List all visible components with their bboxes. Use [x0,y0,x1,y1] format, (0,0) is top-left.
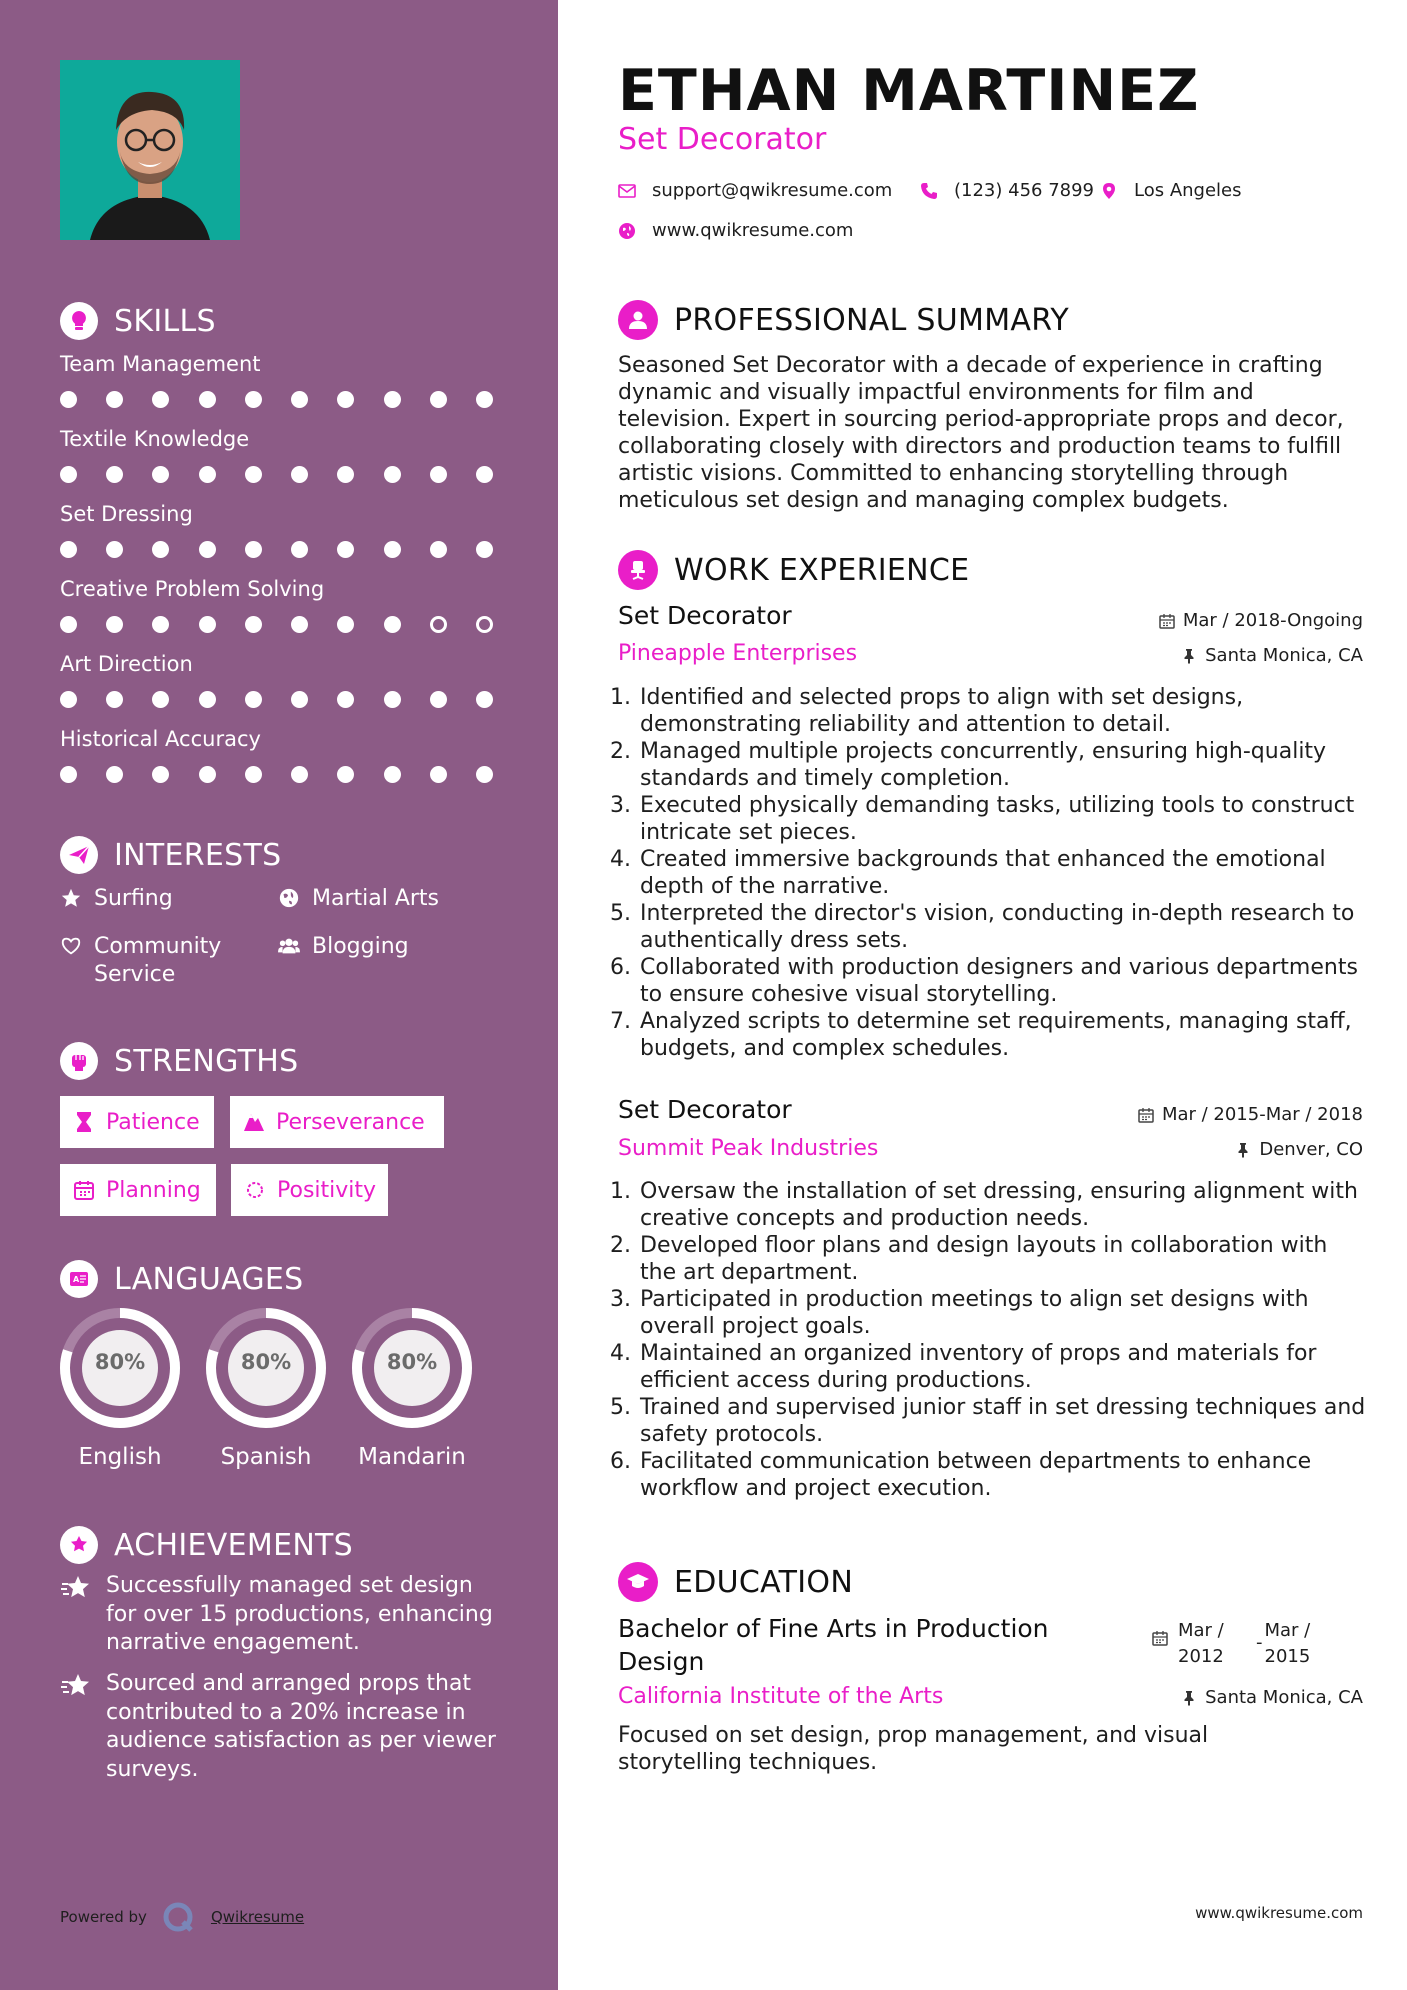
star-burst-icon [60,1672,92,1702]
bullet-text: Managed multiple projects concurrently, ensuring high-quality standards and timely completion. [640,739,1327,791]
bullet-number: 3. [610,1287,631,1312]
bullet-number: 1. [610,685,631,710]
bullet-number: 6. [610,955,631,980]
contact-location [1100,180,1242,201]
job-company: Summit Peak Industries [618,1136,879,1161]
bullet-number: 5. [610,901,631,926]
job-bullet [610,846,1368,900]
rating-dot-filled [430,391,447,408]
degree-line-2: Design [618,1647,705,1676]
bullet-text: Identified and selected props to align with set designs, demonstrating reliability and attention to detail. [640,685,1244,737]
education-start-month: Mar / [1178,1620,1224,1641]
job-dates [1138,1104,1363,1125]
rating-dot-filled [384,391,401,408]
rating-dot-filled [245,766,262,783]
sun-icon [243,1178,267,1202]
calendar-icon [1138,1107,1154,1123]
rating-dot-filled [337,541,354,558]
bullet-number: 2. [610,1233,631,1258]
job-bullet [610,1008,1368,1062]
rating-dot-filled [152,391,169,408]
rating-dot-filled [430,541,447,558]
rating-dot-filled [106,766,123,783]
star-icon [60,887,82,909]
job-bullet [610,1340,1368,1394]
rating-dot-filled [476,691,493,708]
envelope-icon [618,182,636,200]
language-percent: 80% [94,1350,146,1374]
rating-dot-filled [106,391,123,408]
sidebar [0,0,558,1990]
bullet-text: Facilitated communication between departments to enhance workflow and project execution. [640,1449,1312,1501]
award-icon [60,1526,98,1564]
skill-label: Creative Problem Solving [60,577,325,601]
rating-dot-filled [199,466,216,483]
lightbulb-icon [60,302,98,340]
job-bullet [610,1178,1368,1232]
rating-dot-filled [60,691,77,708]
language-name: Spanish [220,1444,312,1470]
job-bullet [610,1448,1368,1502]
location-text: Los Angeles [1134,180,1242,201]
strength-badge [60,1164,216,1216]
interest-item [60,885,173,913]
rating-dot-filled [384,541,401,558]
interests-heading [60,836,281,874]
rating-dot-filled [245,691,262,708]
skill-rating [60,466,493,483]
skill-rating [60,391,493,408]
rating-dot-filled [291,541,308,558]
experience-heading [618,550,969,590]
skill-label: Team Management [60,352,261,376]
candidate-role: Set Decorator [618,122,827,157]
education-start-year: 2012 [1178,1646,1224,1667]
rating-dot-filled [430,766,447,783]
footer-website[interactable]: www.qwikresume.com [1195,1904,1363,1922]
summary-text: Seasoned Set Decorator with a decade of experience in crafting dynamic and visually impactful environments for film and television. Expert in sourcing period-appropriate props and decor, collaborating closely with directors and production teams to fulfill artistic visions. Committed to enhancing storytelling through meticulous set design and managing complex budgets. [618,353,1344,513]
rating-dot-filled [337,391,354,408]
rating-dot-filled [337,766,354,783]
skills-heading [60,302,216,340]
contact-email[interactable] [618,180,892,201]
rating-dot-filled [291,691,308,708]
profile-photo [60,60,240,240]
rating-dot-filled [476,391,493,408]
rating-dot-filled [384,616,401,633]
rating-dot-filled [384,466,401,483]
strength-label: Positivity [277,1177,377,1203]
school-name: California Institute of the Arts [618,1684,944,1709]
rating-dot-filled [476,766,493,783]
rating-dot-filled [106,466,123,483]
education-location-text: Santa Monica, CA [1205,1687,1363,1708]
job-company: Pineapple Enterprises [618,641,858,666]
rating-dot-filled [60,466,77,483]
translate-icon [60,1260,98,1298]
job-bullet [610,1286,1368,1340]
job-dates-text: Mar / 2015-Mar / 2018 [1161,1104,1363,1125]
qwikresume-link[interactable]: Qwikresume [210,1908,305,1926]
rating-dot-filled [60,616,77,633]
qwikresume-logo-icon [161,1900,195,1934]
rating-dot-filled [476,466,493,483]
strength-badge [231,1164,388,1216]
bullet-text: Created immersive backgrounds that enhanced the emotional depth of the narrative. [640,847,1326,899]
user-icon [618,300,658,340]
language-item [58,1306,182,1470]
interest-item [278,933,409,961]
svg-text:A: A [73,1275,80,1284]
powered-by-label: Powered by [60,1908,147,1926]
rating-dot-filled [245,391,262,408]
job-location-text: Denver, CO [1259,1139,1363,1160]
education-location [1181,1687,1363,1708]
rating-dot-filled [106,691,123,708]
degree-title [618,1612,1118,1678]
education-end-year: 2015 [1264,1646,1311,1667]
education-date-dash: - [1256,1632,1263,1653]
education-start [1178,1618,1256,1670]
degree-line-1: Bachelor of Fine Arts in Production [618,1614,1049,1643]
interest-label: Community Service [94,934,222,987]
contact-phone[interactable] [920,180,1094,201]
education-description: Focused on set design, prop management, and visual storytelling techniques. [618,1723,1209,1775]
rating-dot-filled [384,691,401,708]
language-item [204,1306,328,1470]
summary-heading [618,300,1069,340]
paper-plane-icon [60,836,98,874]
rating-dot-filled [245,541,262,558]
job-bullet [610,1394,1368,1448]
graduation-cap-icon [618,1562,658,1602]
achievement-item [60,1572,510,1658]
skill-label: Historical Accuracy [60,727,261,751]
main-content [558,0,1407,1990]
rating-dot-filled [152,766,169,783]
rating-dot-filled [291,466,308,483]
job-location [1181,645,1363,666]
skill-label: Set Dressing [60,502,193,526]
achievements-title: ACHIEVEMENTS [114,1527,354,1563]
rating-dot-filled [60,541,77,558]
education-heading [618,1562,853,1602]
rating-dot-filled [476,541,493,558]
rating-dot-filled [291,391,308,408]
rating-dot-filled [152,691,169,708]
job-location [1235,1139,1363,1160]
rating-dot-filled [337,616,354,633]
bullet-text: Interpreted the director's vision, conducting in-depth research to authentically dress sets. [640,901,1355,953]
bullet-number: 7. [610,1009,631,1034]
strength-label: Planning [106,1177,201,1203]
globe-icon [278,887,300,909]
job-bullet [610,900,1368,954]
pushpin-icon [1181,648,1197,664]
education-end-month: Mar / [1264,1620,1311,1641]
interest-item [278,885,439,913]
fist-icon [60,1042,98,1080]
bullet-text: Trained and supervised junior staff in set dressing techniques and safety protocols. [640,1395,1366,1447]
job-bullet [610,1232,1368,1286]
map-pin-icon [1100,182,1118,200]
bullet-text: Executed physically demanding tasks, utilizing tools to construct intricate set pieces. [640,793,1355,845]
phone-text: (123) 456 7899 [954,180,1095,201]
calendar-icon [1159,613,1175,629]
contact-website[interactable] [618,220,853,241]
job-bullet [610,792,1368,846]
rating-dot-filled [337,466,354,483]
interest-label: Surfing [94,886,173,911]
interests-title: INTERESTS [114,837,282,873]
bullet-text: Developed floor plans and design layouts in collaboration with the art department. [640,1233,1328,1285]
bullet-number: 2. [610,739,631,764]
skill-rating [60,766,493,783]
pushpin-icon [1181,1690,1197,1706]
rating-dot-filled [152,616,169,633]
education-end [1265,1618,1311,1670]
achievement-text: Sourced and arranged props that contributed to a 20% increase in audience satisfaction as per viewer surveys. [106,1671,496,1782]
achievement-text: Successfully managed set design for over 15 productions, enhancing narrative engagement. [106,1573,493,1655]
rating-dot-filled [245,466,262,483]
rating-dot-filled [430,466,447,483]
strengths-title: STRENGTHS [114,1043,299,1079]
job-dates [1159,610,1363,631]
bullet-text: Maintained an organized inventory of props and materials for efficient access during productions. [640,1341,1317,1393]
skill-item [60,652,500,708]
rating-dot-filled [199,766,216,783]
interest-item [60,933,250,989]
rating-dot-filled [199,391,216,408]
strength-badge [230,1096,444,1148]
strength-label: Perseverance [276,1109,425,1135]
strength-label: Patience [106,1109,200,1135]
website-text: www.qwikresume.com [652,220,854,241]
rating-dot-filled [152,466,169,483]
bullet-text: Participated in production meetings to align set designs with overall project goals. [640,1287,1309,1339]
bullet-number: 4. [610,847,631,872]
interest-label: Blogging [312,934,409,959]
skill-item [60,577,500,633]
bullet-number: 4. [610,1341,631,1366]
rating-dot-filled [245,616,262,633]
bullet-number: 6. [610,1449,631,1474]
interest-label: Martial Arts [312,886,440,911]
strengths-heading [60,1042,298,1080]
rating-dot-filled [60,391,77,408]
skill-item [60,502,500,558]
job-bullet [610,684,1368,738]
skill-rating [60,541,493,558]
hourglass-icon [72,1110,96,1134]
email-text: support@qwikresume.com [652,180,893,201]
skill-item [60,427,500,483]
achievements-heading [60,1526,353,1564]
phone-icon [920,182,938,200]
language-name: English [78,1444,162,1470]
calendar-icon [1152,1628,1168,1644]
job-bullets [610,1178,1368,1502]
bullet-text: Oversaw the installation of set dressing, ensuring alignment with creative concepts and production needs. [640,1179,1358,1231]
languages-title: LANGUAGES [114,1261,304,1297]
job-title: Set Decorator [618,1095,792,1124]
rating-dot-filled [199,541,216,558]
rating-dot-filled [337,691,354,708]
experience-title: WORK EXPERIENCE [674,552,970,588]
skill-item [60,727,500,783]
rating-dot-filled [152,541,169,558]
language-percent: 80% [386,1350,438,1374]
rating-dot-filled [384,766,401,783]
mountain-icon [242,1110,266,1134]
heart-outline-icon [60,935,82,957]
star-burst-icon [60,1574,92,1604]
education-dates [1152,1618,1310,1670]
summary-title: PROFESSIONAL SUMMARY [674,302,1070,338]
rating-dot-filled [199,691,216,708]
job-bullets [610,684,1368,1062]
rating-dot-filled [291,766,308,783]
rating-dot-filled [291,616,308,633]
group-icon [278,935,300,957]
skill-rating [60,616,493,633]
rating-dot-empty [430,616,447,633]
rating-dot-filled [106,541,123,558]
bullet-text: Analyzed scripts to determine set requirements, managing staff, budgets, and complex schedules. [640,1009,1352,1061]
pushpin-icon [1235,1142,1251,1158]
skill-item [60,352,500,408]
achievement-item [60,1670,510,1784]
office-chair-icon [618,550,658,590]
rating-dot-filled [60,766,77,783]
language-name: Mandarin [358,1444,466,1470]
strength-badge [60,1096,214,1148]
job-bullet [610,954,1368,1008]
skills-title: SKILLS [114,303,216,339]
rating-dot-filled [106,616,123,633]
languages-heading [60,1260,304,1298]
rating-dot-filled [199,616,216,633]
candidate-name: ETHAN MARTINEZ [618,58,1200,124]
bullet-number: 1. [610,1179,631,1204]
language-item [350,1306,474,1470]
bullet-text: Collaborated with production designers and various departments to ensure cohesive visual storytelling. [640,955,1358,1007]
calendar-icon [72,1178,96,1202]
job-bullet [610,738,1368,792]
skill-rating [60,691,493,708]
education-title: EDUCATION [674,1564,854,1600]
job-title: Set Decorator [618,601,792,630]
bullet-number: 5. [610,1395,631,1420]
globe-icon [618,222,636,240]
job-dates-text: Mar / 2018-Ongoing [1182,610,1363,631]
rating-dot-filled [430,691,447,708]
powered-by [60,1900,304,1934]
rating-dot-empty [476,616,493,633]
bullet-number: 3. [610,793,631,818]
skill-label: Art Direction [60,652,193,676]
skill-label: Textile Knowledge [60,427,250,451]
language-percent: 80% [240,1350,292,1374]
job-location-text: Santa Monica, CA [1205,645,1363,666]
